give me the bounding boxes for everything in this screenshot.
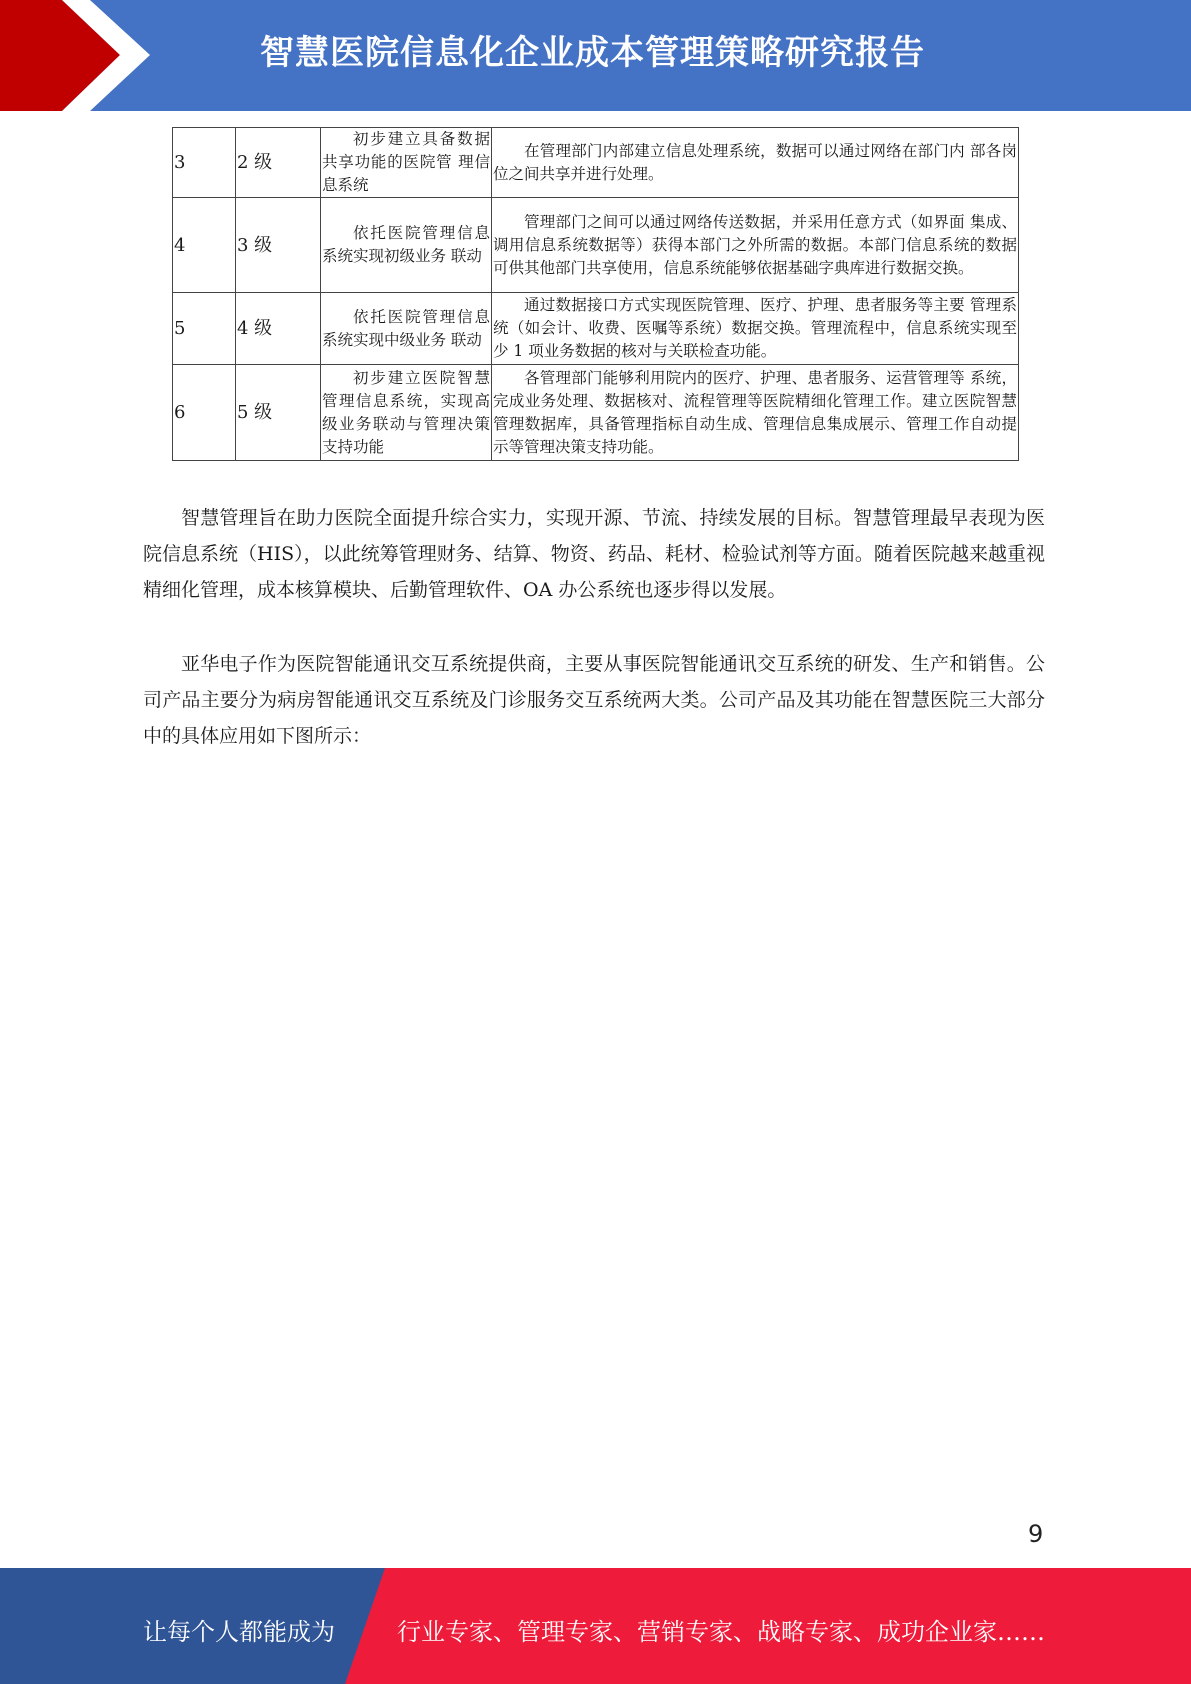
red-chevron-logo (0, 0, 160, 111)
row-description: 管理部门之间可以通过网络传送数据，并采用任意方式（如界面 集成、调用信息系统数据等）获得本部门之外所需的数据。本部门信息系统的数据可供其他部门共享使用，信息系统能够依据基础字典库进行数据交换。 (492, 198, 1019, 293)
page-number: 9 (1028, 1520, 1044, 1548)
row-requirement: 依托医院管理信息 系统实现中级业务 联动 (321, 293, 492, 365)
footer-slogan-left: 让每个人都能成为 (143, 1618, 335, 1646)
row-requirement: 初步建立具备数据 共享功能的医院管 理信息系统 (321, 128, 492, 198)
row-number: 3 (173, 128, 236, 198)
table-row (173, 198, 1019, 293)
table-row (173, 293, 1019, 365)
row-requirement: 初步建立医院智慧 管理信息系统，实现高级业务联动与管理决策支持功能 (321, 365, 492, 461)
row-number: 6 (173, 365, 236, 461)
footer-banner (0, 1568, 1191, 1684)
row-number: 5 (173, 293, 236, 365)
row-level: 4 级 (236, 293, 321, 365)
row-description: 各管理部门能够利用院内的医疗、护理、患者服务、运营管理等 系统，完成业务处理、数据核对、流程管理等医院精细化管理工作。建立医院智慧管理数据库，具备管理指标自动生成、管理信息集成展示、管理工作自动提示等管理决策支持功能。 (492, 365, 1019, 461)
row-level: 5 级 (236, 365, 321, 461)
row-description: 在管理部门内部建立信息处理系统，数据可以通过网络在部门内 部各岗位之间共享并进行处理。 (492, 128, 1019, 198)
row-level: 2 级 (236, 128, 321, 198)
table-row (173, 365, 1019, 461)
report-title: 智慧医院信息化企业成本管理策略研究报告 (260, 33, 925, 73)
row-requirement: 依托医院管理信息 系统实现初级业务 联动 (321, 198, 492, 293)
paragraph-smart-management: 智慧管理旨在助力医院全面提升综合实力，实现开源、节流、持续发展的目标。智慧管理最早表现为医院信息系统（HIS），以此统筹管理财务、结算、物资、药品、耗材、检验试剂等方面。随着医院越来越重视精细化管理，成本核算模块、后勤管理软件、OA 办公系统也逐步得以发展。 (143, 507, 1045, 601)
footer-slogan-right: 行业专家、管理专家、营销专家、战略专家、成功企业家…… (397, 1618, 1045, 1646)
header-banner (0, 0, 1191, 111)
paragraph-company-intro: 亚华电子作为医院智能通讯交互系统提供商，主要从事医院智能通讯交互系统的研发、生产和销售。公司产品主要分为病房智能通讯交互系统及门诊服务交互系统两大类。公司产品及其功能在智慧医院三大部分中的具体应用如下图所示： (143, 653, 1045, 747)
table-row (173, 128, 1019, 198)
row-number: 4 (173, 198, 236, 293)
row-level: 3 级 (236, 198, 321, 293)
row-description: 通过数据接口方式实现医院管理、医疗、护理、患者服务等主要 管理系统（如会计、收费、医嘱等系统）数据交换。管理流程中，信息系统实现至少 1 项业务数据的核对与关联检查功能。 (492, 293, 1019, 365)
maturity-level-table (172, 127, 1019, 461)
